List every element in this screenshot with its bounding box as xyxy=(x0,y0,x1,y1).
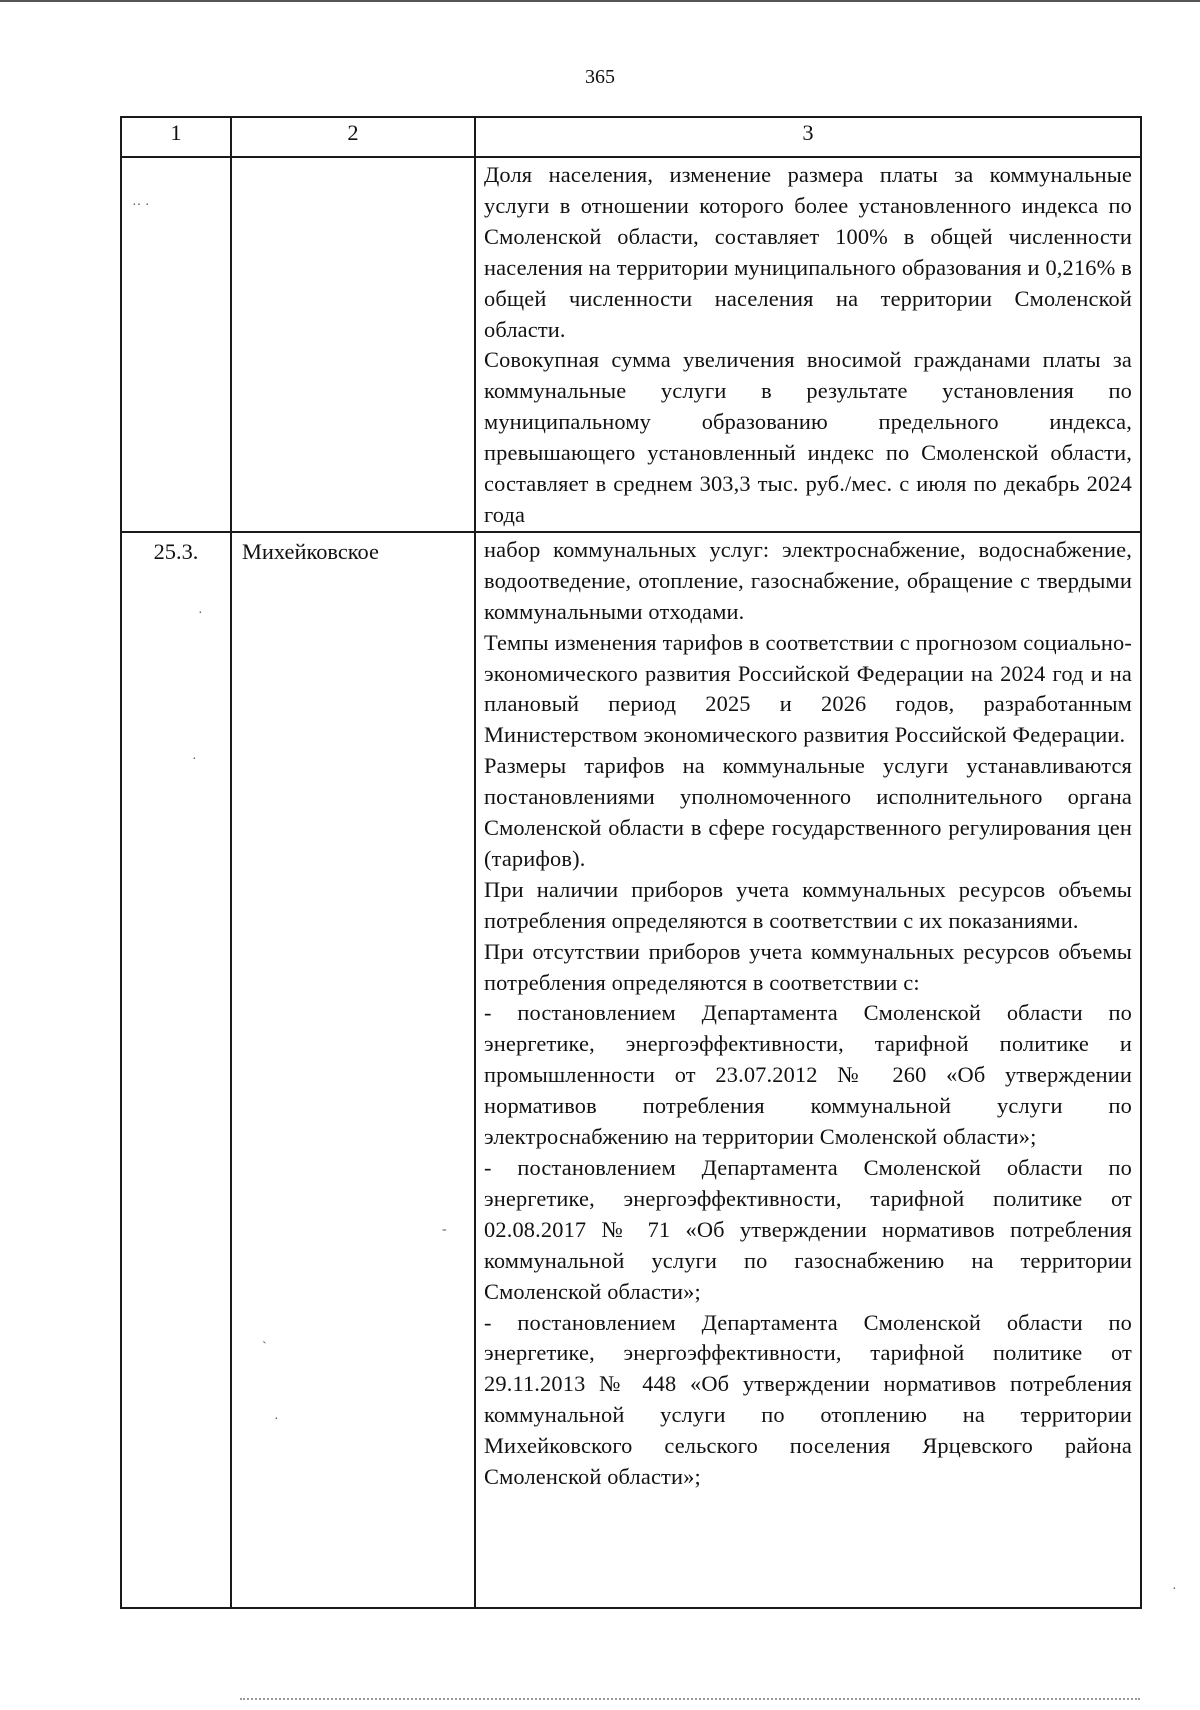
paragraph: Доля населения, изменение размера платы за коммунальные услуги в отношении которого более установленного индекса по Смоленской области, составляет 100% в общей численности населения на территории муниципального образования и 0,216% в общей численности населения на территории Смоленской области. xyxy=(484,162,1132,342)
table-header-row xyxy=(121,117,1141,157)
scan-speck: · xyxy=(274,1412,279,1427)
document-table xyxy=(120,116,1142,1609)
row-number: 25.3. xyxy=(121,532,231,1608)
paragraph: - постановлением Департамента Смоленской области по энергетике, энергоэффективности, тарифной политике от 29.11.2013 № 448 «Об утверждении нормативов потребления коммунальной услуги по отоплению на территории Михейковского сельского поселения Ярцевского района Смоленской области»; xyxy=(484,1309,1132,1490)
header-column-3: 3 xyxy=(475,117,1141,157)
row-description xyxy=(475,157,1141,532)
table-row xyxy=(121,532,1141,1608)
scan-top-edge xyxy=(0,0,1200,8)
paragraph: Размеры тарифов на коммунальные услуги устанавливаются постановлениями уполномоченного исполнительного органа Смоленской области в сфере государственного регулирования цен (тарифов). xyxy=(484,753,1132,871)
page-number: 365 xyxy=(585,66,615,88)
paragraph: набор коммунальных услуг: электроснабжение, водоснабжение, водоотведение, отопление, газоснабжение, обращение с твердыми коммунальными отходами. xyxy=(484,536,1132,624)
municipality-name: Михейковское xyxy=(231,532,475,1608)
table-row xyxy=(121,157,1141,532)
paragraph: При отсутствии приборов учета коммунальных ресурсов объемы потребления определяются в соответствии с: xyxy=(484,938,1132,995)
paragraph: При наличии приборов учета коммунальных ресурсов объемы потребления определяются в соответствии с их показаниями. xyxy=(484,876,1132,933)
paragraph: Темпы изменения тарифов в соответствии с прогнозом социально-экономического развития Российской Федерации на 2024 год и на плановый период 2025 и 2026 годов, разработанным Министерством экономического развития Российской Федерации. xyxy=(484,629,1132,748)
paragraph: - постановлением Департамента Смоленской области по энергетике, энергоэффективности, тарифной политике от 02.08.2017 № 71 «Об утверждении нормативов потребления коммунальной услуги по газоснабжению на территории Смоленской области»; xyxy=(484,1155,1132,1304)
scan-speck: ·· · xyxy=(132,198,150,213)
scan-speck: · xyxy=(192,752,197,767)
header-column-1: 1 xyxy=(121,117,231,157)
header-column-2: 2 xyxy=(231,117,475,157)
scan-speck: · xyxy=(1172,1582,1177,1597)
row-description xyxy=(475,532,1141,1608)
scan-bottom-noise xyxy=(240,1698,1140,1703)
scan-speck: · xyxy=(198,606,203,621)
scan-speck: - xyxy=(442,1222,447,1237)
paragraph: Совокупная сумма увеличения вносимой гражданами платы за коммунальные услуги в результате установления по муниципальному образованию предельного индекса, превышающего установленный индекс по Смоленской области, составляет в среднем 303,3 тыс. руб./мес. с июля по декабрь 2024 года xyxy=(484,347,1132,527)
municipality-name xyxy=(231,157,475,532)
scan-speck: ` xyxy=(262,1340,267,1355)
paragraph: - постановлением Департамента Смоленской области по энергетике, энергоэффективности, тарифной политике и промышленности от 23.07.2012 № 260 «Об утверждении нормативов потребления коммунальной услуги по электроснабжению на территории Смоленской области»; xyxy=(484,1000,1132,1150)
